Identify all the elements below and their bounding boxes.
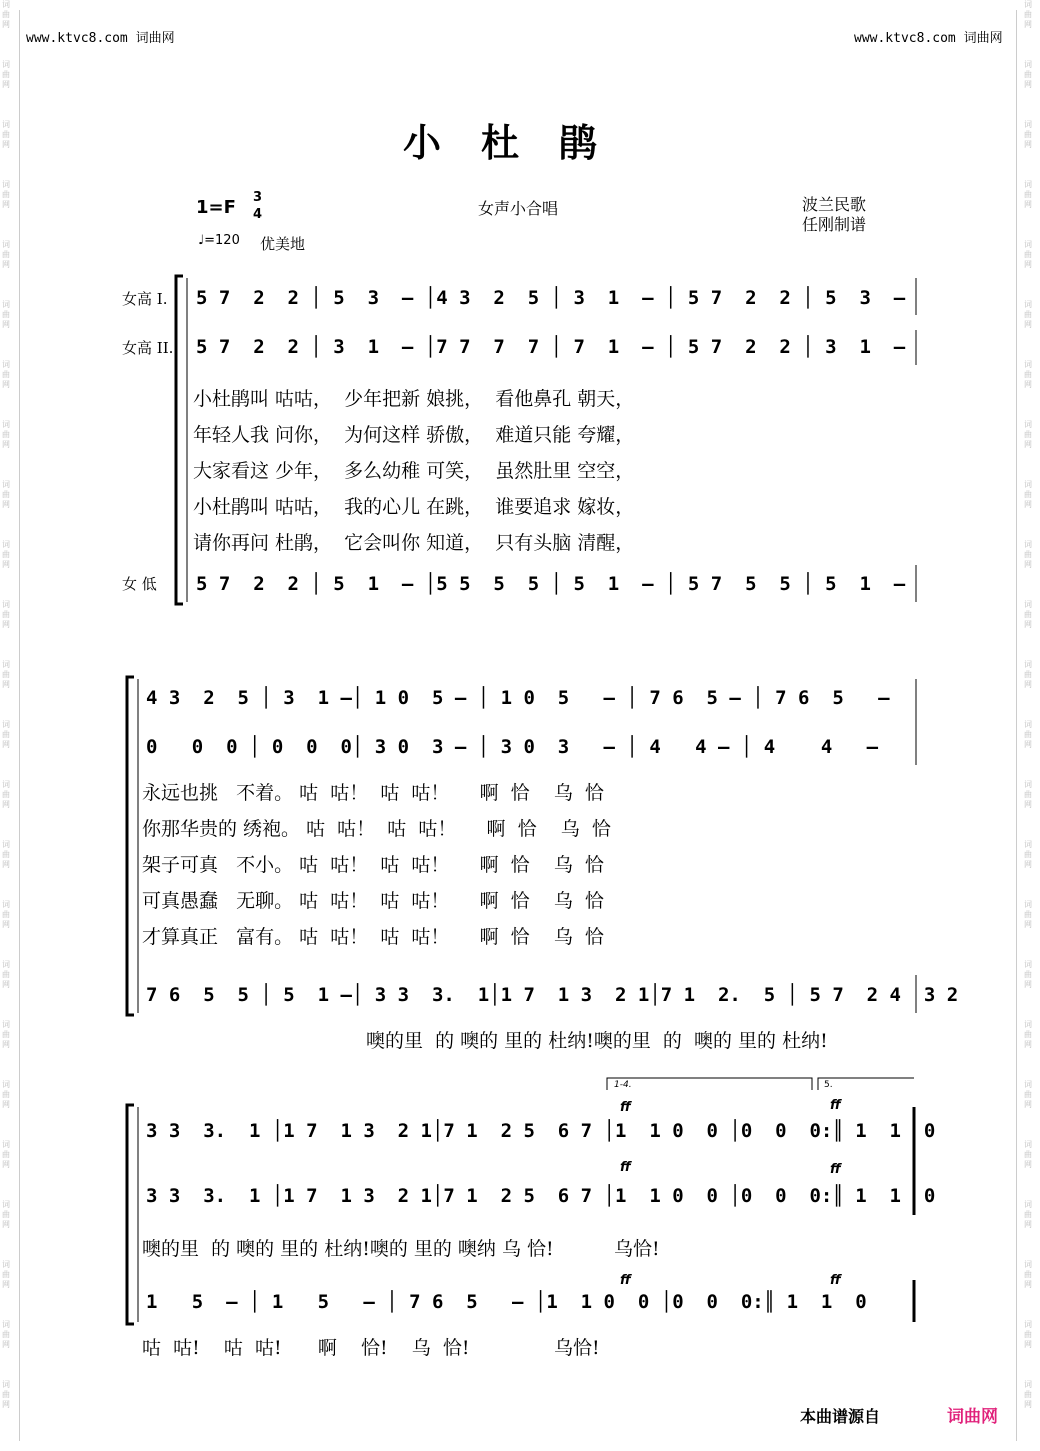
watermark-text: 词曲网 bbox=[1024, 540, 1032, 569]
watermark-text: 词曲网 bbox=[2, 600, 10, 629]
dynamic-ff: ff bbox=[830, 1162, 841, 1177]
dynamic-ff: ff bbox=[830, 1273, 841, 1288]
watermark-text: 词曲网 bbox=[1024, 720, 1032, 749]
watermark-text: 词曲网 bbox=[1024, 840, 1032, 869]
watermark-text: 词曲网 bbox=[1024, 1380, 1032, 1409]
lyric-line: 年轻人我 问你， 为何这样 骄傲， 难道只能 夸耀， bbox=[193, 424, 635, 446]
volta-1: 1-4. bbox=[614, 1080, 632, 1090]
watermark-text: 词曲网 bbox=[2, 240, 10, 269]
time-denominator: 4 bbox=[253, 207, 263, 222]
origin-label: 波兰民歌 bbox=[802, 195, 867, 214]
watermark-text: 词曲网 bbox=[2, 360, 10, 389]
watermark-text: 词曲网 bbox=[2, 60, 10, 89]
lyric-line: 小杜鹃叫 咕咕， 少年把新 娘挑， 看他鼻孔 朝天， bbox=[193, 388, 635, 410]
watermark-text: 词曲网 bbox=[1024, 420, 1032, 449]
watermark-text: 词曲网 bbox=[2, 1020, 10, 1049]
lyric-line: 才算真正 富有。 咕 咕！ 咕 咕！ 啊 恰 乌 恰 bbox=[142, 926, 604, 948]
ensemble-label: 女声小合唱 bbox=[478, 199, 559, 218]
dynamic-ff: ff bbox=[620, 1100, 631, 1115]
watermark-text: 词曲网 bbox=[2, 720, 10, 749]
watermark-text: 词曲网 bbox=[2, 900, 10, 929]
watermark-text: 词曲网 bbox=[2, 1200, 10, 1229]
watermark-text: 词曲网 bbox=[1024, 60, 1032, 89]
lyric-line: 永远也挑 不着。 咕 咕！ 咕 咕！ 啊 恰 乌 恰 bbox=[142, 782, 604, 804]
watermark-text: 词曲网 bbox=[1024, 360, 1032, 389]
header-site-right: www.ktvc8.com 词曲网 bbox=[854, 31, 1003, 46]
dynamic-ff: ff bbox=[620, 1160, 631, 1175]
watermark-text: 词曲网 bbox=[1024, 780, 1032, 809]
s2-notes-system1: 5 7 2 2 │ 3 1 – │7 7 7 7 │ 7 1 – │ 5 7 2 2 │ 3 1 – bbox=[196, 336, 906, 358]
watermark-text: 词曲网 bbox=[1024, 600, 1032, 629]
watermark-text: 词曲网 bbox=[1024, 240, 1032, 269]
lyric-line: 大家看这 少年， 多么幼稚 可笑， 虽然肚里 空空， bbox=[193, 460, 635, 482]
watermark-text: 词曲网 bbox=[1024, 1020, 1032, 1049]
watermark-text: 词曲网 bbox=[2, 180, 10, 209]
page-title: 小杜鹃 bbox=[402, 120, 637, 165]
lyric-line: 请你再问 杜鹃， 它会叫你 知道， 只有头脑 清醒， bbox=[193, 532, 635, 554]
footer-source: 本曲谱源自 bbox=[800, 1407, 881, 1426]
watermark-text: 词曲网 bbox=[2, 1140, 10, 1169]
watermark-text: 词曲网 bbox=[2, 420, 10, 449]
watermark-text: 词曲网 bbox=[2, 780, 10, 809]
lyric-line: 可真愚蠢 无聊。 咕 咕！ 咕 咕！ 啊 恰 乌 恰 bbox=[142, 890, 604, 912]
watermark-text: 词曲网 bbox=[2, 660, 10, 689]
watermark-text: 词曲网 bbox=[1024, 960, 1032, 989]
watermark-text: 词曲网 bbox=[2, 960, 10, 989]
alto-notes-system1: 5 7 2 2 │ 5 1 – │5 5 5 5 │ 5 1 – │ 5 7 5 5 │ 5 1 – bbox=[196, 573, 906, 595]
lyric-line: 你那华贵的 绣袍。 咕 咕！ 咕 咕！ 啊 恰 乌 恰 bbox=[142, 818, 611, 840]
watermark-text: 词曲网 bbox=[1024, 120, 1032, 149]
alto-lyric-line: 咕 咕! 咕 咕! 啊 恰! 乌 恰! 乌恰! bbox=[142, 1337, 600, 1359]
watermark-text: 词曲网 bbox=[2, 120, 10, 149]
s1-notes-system1: 5 7 2 2 │ 5 3 – │4 3 2 5 │ 3 1 – │ 5 7 2 2 │ 5 3 – bbox=[196, 287, 906, 309]
watermark-text: 词曲网 bbox=[1024, 300, 1032, 329]
watermark-text: 词曲网 bbox=[1024, 1260, 1032, 1289]
watermark-text: 词曲网 bbox=[2, 1080, 10, 1109]
arranger-label: 任刚制谱 bbox=[802, 215, 867, 234]
lyric-line: 架子可真 不小。 咕 咕！ 咕 咕！ 啊 恰 乌 恰 bbox=[142, 854, 604, 876]
watermark-text: 词曲网 bbox=[1024, 660, 1032, 689]
dynamic-ff: ff bbox=[620, 1273, 631, 1288]
expression-mark: 优美地 bbox=[260, 235, 306, 253]
footer-logo[interactable]: 词曲网 bbox=[947, 1407, 998, 1427]
alto-notes-system3: 1 5 – │ 1 5 – │ 7 6 5 – │1 1 0 0 │0 0 0:║ 1 1 0 bbox=[146, 1291, 867, 1313]
lyric-line: 噢的里 的 噢的 里的 杜纳!噢的 里的 噢纳 乌 恰! 乌恰! bbox=[142, 1238, 660, 1260]
time-numerator: 3 bbox=[253, 190, 263, 205]
watermark-text: 词曲网 bbox=[1024, 180, 1032, 209]
alto-lyric-line: 噢的里 的 噢的 里的 杜纳!噢的里 的 噢的 里的 杜纳! bbox=[366, 1030, 828, 1052]
watermark-text: 词曲网 bbox=[2, 0, 10, 29]
voice-label-alto: 女 低 bbox=[122, 575, 157, 593]
watermark-text: 词曲网 bbox=[2, 480, 10, 509]
lyric-line: 小杜鹃叫 咕咕， 我的心儿 在跳， 谁要追求 嫁妆， bbox=[193, 496, 635, 518]
header-site-left: www.ktvc8.com 词曲网 bbox=[26, 31, 175, 46]
watermark-text: 词曲网 bbox=[1024, 0, 1032, 29]
watermark-text: 词曲网 bbox=[1024, 1320, 1032, 1349]
tempo-mark: ♩=120 bbox=[198, 233, 240, 248]
s2-notes-system3: 3 3 3. 1 │1 7 1 3 2 1│7 1 2 5 6 7 │1 1 0 0 │0 0 0:║ 1 1 0 bbox=[146, 1185, 936, 1207]
watermark-text: 词曲网 bbox=[2, 1320, 10, 1349]
s1-notes-system2: 4 3 2 5 │ 3 1 –│ 1 0 5 – │ 1 0 5 – │ 7 6 5 – │ 7 6 5 – bbox=[146, 687, 890, 709]
dynamic-ff: ff bbox=[830, 1098, 841, 1113]
watermark-text: 词曲网 bbox=[2, 840, 10, 869]
watermark-text: 词曲网 bbox=[2, 540, 10, 569]
watermark-text: 词曲网 bbox=[2, 1380, 10, 1409]
s1-notes-system3: 3 3 3. 1 │1 7 1 3 2 1│7 1 2 5 6 7 │1 1 0 0 │0 0 0:║ 1 1 0 bbox=[146, 1120, 936, 1142]
watermark-text: 词曲网 bbox=[2, 1260, 10, 1289]
watermark-text: 词曲网 bbox=[1024, 1200, 1032, 1229]
voice-label-soprano2: 女高 II. bbox=[122, 339, 174, 357]
key-signature: 1=F bbox=[196, 197, 236, 218]
s2-notes-system2: 0 0 0 │ 0 0 0│ 3 0 3 – │ 3 0 3 – │ 4 4 – │ 4 4 – bbox=[146, 736, 879, 758]
alto-notes-system2: 7 6 5 5 │ 5 1 –│ 3 3 3. 1│1 7 1 3 2 1│7 1 2. 5 │ 5 7 2 4 3 2 bbox=[146, 984, 959, 1006]
watermark-text: 词曲网 bbox=[1024, 1140, 1032, 1169]
watermark-text: 词曲网 bbox=[1024, 480, 1032, 509]
watermark-text: 词曲网 bbox=[1024, 900, 1032, 929]
voice-label-soprano1: 女高 I. bbox=[122, 290, 168, 308]
watermark-text: 词曲网 bbox=[1024, 1080, 1032, 1109]
volta-2: 5. bbox=[824, 1080, 833, 1090]
watermark-text: 词曲网 bbox=[2, 300, 10, 329]
